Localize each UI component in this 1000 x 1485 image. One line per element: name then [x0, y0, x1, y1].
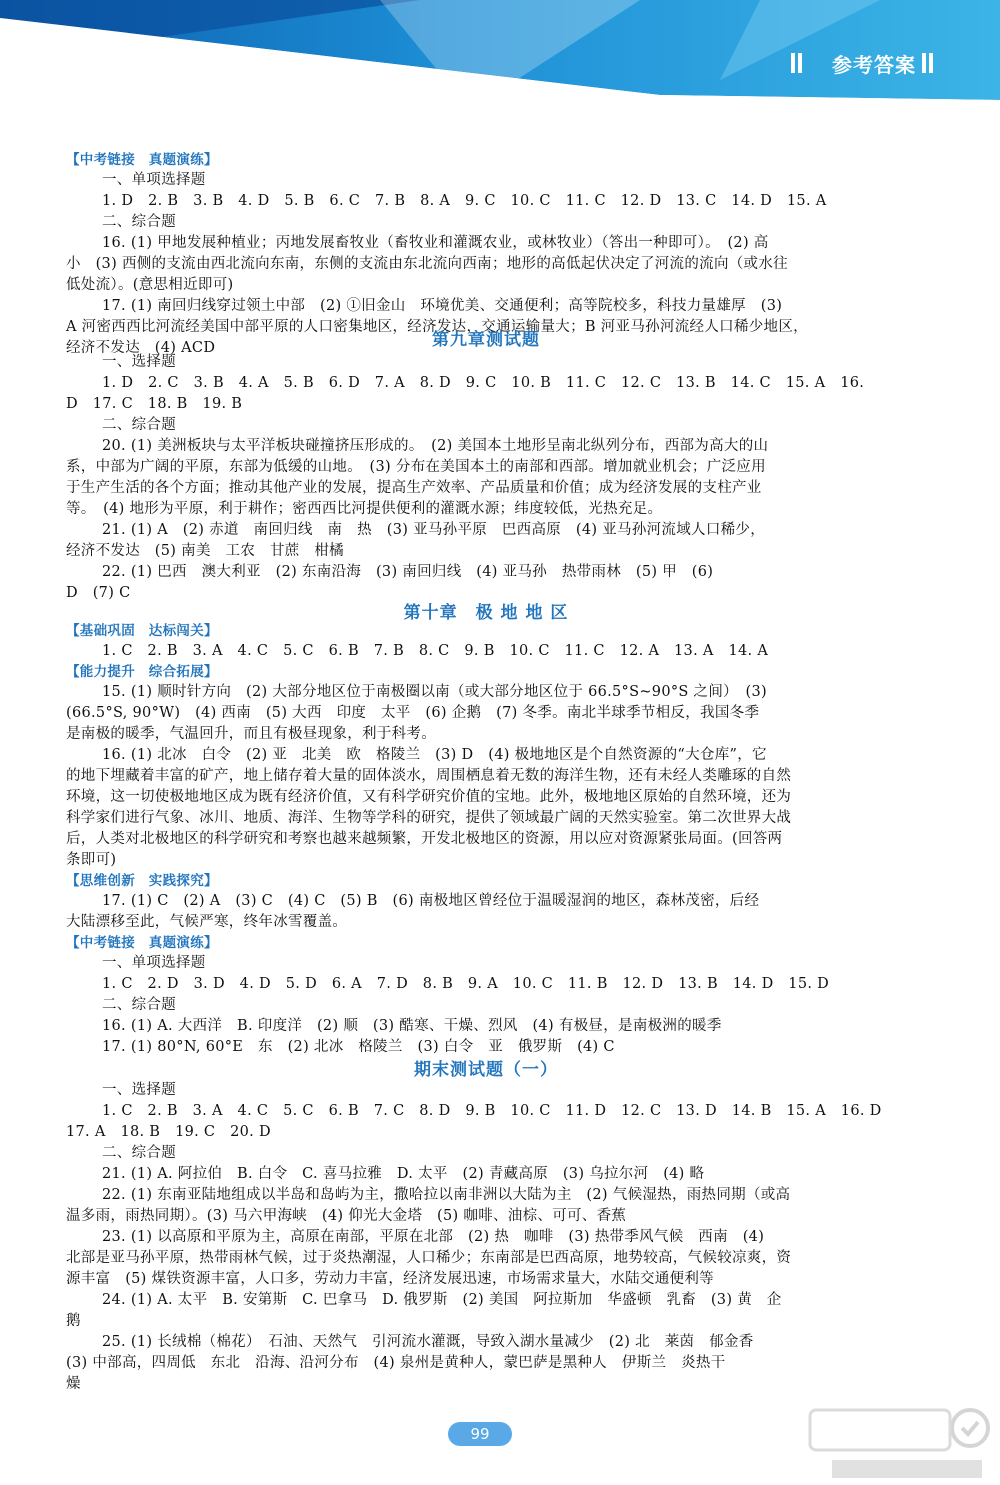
chapter-title: 期末测试题（一） — [414, 1060, 558, 1080]
text-line: 大陆漂移至此，气候严寒，终年冰雪覆盖。 — [66, 914, 348, 930]
text-line: 温多雨，雨热同期）。(3) 马六甲海峡 (4) 仰光大金塔 (5) 咖啡、油棕、可可、香蕉 — [66, 1208, 627, 1224]
section-tag: 【中考链接 真题演练】 — [66, 935, 218, 951]
text-line: 15. (1) 顺时针方向 (2) 大部分地区位于南极圈以南（或大部分地区位于 66.5°S~90°S 之间） (3) — [102, 684, 767, 700]
text-line: 16. (1) 甲地发展种植业；丙地发展畜牧业（畜牧业和灌溉农业，或林牧业）（答出一种即可）。 (2) 高 — [102, 235, 769, 251]
text-line: 17. (1) 80°N, 60°E 东 (2) 北冰 格陵兰 (3) 白令 亚 俄罗斯 (4) C — [102, 1039, 615, 1055]
text-line: 22. (1) 巴西 澳大利亚 (2) 东南沿海 (3) 南回归线 (4) 亚马孙 热带雨林 (5) 甲 (6) — [102, 564, 714, 580]
text-line: 鹅 — [66, 1313, 81, 1329]
text-line: 1. D 2. C 3. B 4. A 5. B 6. D 7. A 8. D 9. C 10. B 11. C 12. C 13. B 14. C 15. A 16. — [102, 375, 865, 391]
text-line: 北部是亚马孙平原，热带雨林气候，过于炎热潮湿，人口稀少；东南部是巴西高原，地势较高，气候较凉爽，资 — [66, 1250, 792, 1266]
text-line: A 河密西西比河流经美国中部平原的人口密集地区，经济发达，交通运输量大；B 河亚马孙河流经人口稀少地区， — [66, 319, 808, 335]
text-line: 经济不发达 (5) 南美 工农 甘蔗 柑橘 — [66, 543, 344, 559]
text-line: 一、单项选择题 — [102, 172, 206, 188]
header-bar-left-2 — [798, 53, 802, 73]
text-line: 1. C 2. B 3. A 4. C 5. C 6. B 7. B 8. C 9. B 10. C 11. C 12. A 13. A 14. A — [102, 643, 769, 659]
text-line: 等。 (4) 地形为平原，利于耕作；密西西比河提供便利的灌溉水源；纬度较低，光热充足。 — [66, 501, 663, 517]
text-line: 二、综合题 — [102, 997, 176, 1013]
text-line: 条即可) — [66, 852, 117, 868]
text-line: 一、选择题 — [102, 1082, 176, 1098]
section-label: 参考答案 — [832, 53, 916, 77]
text-line: 于生产生活的各个方面；推动其他产业的发展，提高生产效率、产品质量和价值；成为经济发展的支柱产业 — [66, 480, 762, 496]
text-line: 17. (1) 南回归线穿过领土中部 (2) ①旧金山 环境优美、交通便利；高等院校多，科技力量雄厚 (3) — [102, 298, 783, 314]
answer-logo-icon — [802, 1400, 992, 1485]
text-line: 系，中部为广阔的平原，东部为低缓的山地。 (3) 分布在美国本土的南部和西部。增加就业机会；广泛应用 — [66, 459, 766, 475]
text-line: D 17. C 18. B 19. B — [66, 396, 243, 412]
text-line: 一、单项选择题 — [102, 955, 206, 971]
text-line: 二、综合题 — [102, 417, 176, 433]
page-number: 99 — [448, 1422, 512, 1446]
text-line: 1. D 2. B 3. B 4. D 5. B 6. C 7. B 8. A 9. C 10. C 11. C 12. D 13. C 14. D 15. A — [102, 193, 827, 209]
text-line: 23. (1) 以高原和平原为主，高原在南部，平原在北部 (2) 热 咖啡 (3) 热带季风气候 西南 (4) — [102, 1229, 765, 1245]
text-line: 环境，这一切使极地地区成为既有经济价值，又有科学研究价值的宝地。此外，极地地区原始的自然环境，还为 — [66, 789, 792, 805]
text-line: D (7) C — [66, 585, 131, 601]
text-line: 22. (1) 东南亚陆地组成以半岛和岛屿为主，撒哈拉以南非洲以大陆为主 (2) 气候湿热，雨热同期（或高 — [102, 1187, 791, 1203]
section-tag: 【基础巩固 达标闯关】 — [66, 623, 218, 639]
text-line: 16. (1) A. 大西洋 B. 印度洋 (2) 顺 (3) 酷寒、干燥、烈风 (4) 有极昼，是南极洲的暖季 — [102, 1018, 722, 1034]
text-line: 是南极的暖季，气温回升，而且有极昼现象，利于科考。 — [66, 726, 436, 742]
text-line: 1. C 2. D 3. D 4. D 5. D 6. A 7. D 8. B 9. A 10. C 11. B 12. D 13. B 14. D 15. D — [102, 976, 830, 992]
text-line: 21. (1) A. 阿拉伯 B. 白令 C. 喜马拉雅 D. 太平 (2) 青藏高原 (3) 乌拉尔河 (4) 略 — [102, 1166, 705, 1182]
text-line: 17. (1) C (2) A (3) C (4) C (5) B (6) 南极地区曾经位于温暖湿润的地区，森林茂密，后经 — [102, 893, 760, 909]
section-tag: 【中考链接 真题演练】 — [66, 152, 218, 168]
text-line: 源丰富 (5) 煤铁资源丰富，人口多，劳动力丰富，经济发展迅速，市场需求量大，水陆交通便利等 — [66, 1271, 714, 1287]
text-line: 24. (1) A. 太平 B. 安第斯 C. 巴拿马 D. 俄罗斯 (2) 美国 阿拉斯加 华盛顿 乳畜 (3) 黄 企 — [102, 1292, 782, 1308]
text-line: 的地下埋藏着丰富的矿产，地上储存着大量的固体淡水，周围栖息着无数的海洋生物，还有未经人类雕琢的自然 — [66, 768, 792, 784]
header-bar-right-2 — [929, 53, 933, 73]
text-line: 1. C 2. B 3. A 4. C 5. C 6. B 7. C 8. D 9. B 10. C 11. D 12. C 13. D 14. B 15. A 16. D — [102, 1103, 882, 1119]
text-line: 二、综合题 — [102, 1145, 176, 1161]
text-line: 17. A 18. B 19. C 20. D — [66, 1124, 271, 1140]
text-line: 二、综合题 — [102, 214, 176, 230]
text-line: 小 (3) 西侧的支流由西北流向东南，东侧的支流由东北流向西南；地形的高低起伏决定了河流的流向（或水往 — [66, 256, 788, 272]
page-header — [0, 0, 1000, 120]
text-line: 一、选择题 — [102, 354, 176, 370]
text-line: 低处流）。(意思相近即可) — [66, 277, 234, 293]
text-line: 20. (1) 美洲板块与太平洋板块碰撞挤压形成的。 (2) 美国本土地形呈南北纵列分布，西部为高大的山 — [102, 438, 769, 454]
chapter-title: 第九章测试题 — [432, 330, 540, 350]
section-tag: 【能力提升 综合拓展】 — [66, 664, 218, 680]
text-line: 科学家们进行气象、冰川、地质、海洋、生物等学科的研究，提供了领域最广阔的天然实验室。第二次世界大战 — [66, 810, 792, 826]
text-line: 21. (1) A (2) 赤道 南回归线 南 热 (3) 亚马孙平原 巴西高原 (4) 亚马孙河流域人口稀少， — [102, 522, 766, 538]
section-tag: 【思维创新 实践探究】 — [66, 873, 218, 889]
header-bar-right — [922, 53, 926, 73]
text-line: 燥 — [66, 1376, 81, 1392]
text-line: 25. (1) 长绒棉（棉花） 石油、天然气 引河流水灌溉，导致入湖水量减少 (2) 北 莱茵 郁金香 — [102, 1334, 754, 1350]
text-line: (66.5°S, 90°W) (4) 西南 (5) 大西 印度 太平 (6) 企鹅 (7) 冬季。南北半球季节相反，我国冬季 — [66, 705, 760, 721]
text-line: 经济不发达 (4) ACD — [66, 340, 216, 356]
text-line: 后，人类对北极地区的科学研究和考察也越来越频繁，开发北极地区的资源，用以应对资源紧张局面。(回答两 — [66, 831, 783, 847]
header-bar-left — [791, 53, 795, 73]
chapter-title: 第十章 极 地 地 区 — [403, 603, 569, 623]
text-line: (3) 中部高，四周低 东北 沿海、沿河分布 (4) 泉州是黄种人，蒙巴萨是黑种人 伊斯兰 炎热干 — [66, 1355, 726, 1371]
text-line: 16. (1) 北冰 白令 (2) 亚 北美 欧 格陵兰 (3) D (4) 极地地区是个自然资源的“大仓库”，它 — [102, 747, 767, 763]
